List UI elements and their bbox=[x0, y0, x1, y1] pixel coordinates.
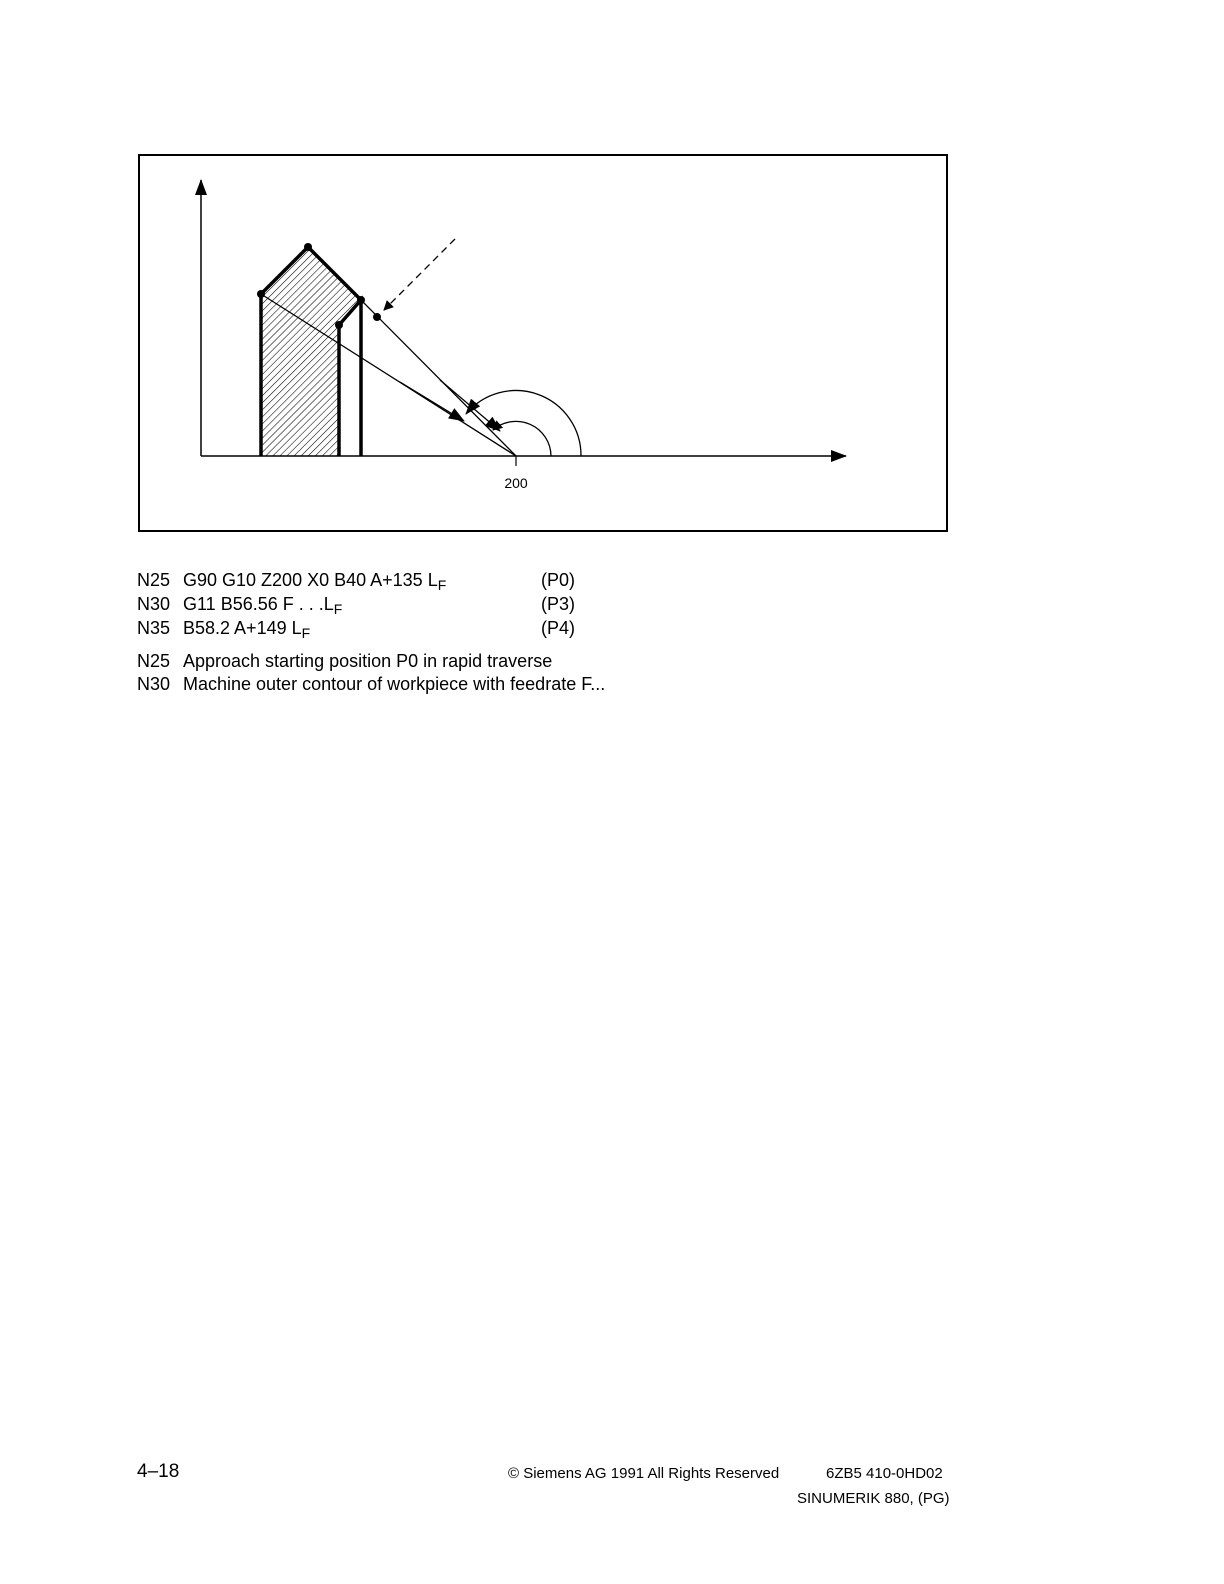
command-text: B58.2 A+149 bbox=[183, 618, 292, 638]
block-command bbox=[183, 616, 310, 645]
lf-char: L bbox=[291, 618, 302, 638]
command-text: G11 B56.56 F . . . bbox=[183, 594, 324, 614]
block-number: N30 bbox=[137, 594, 171, 614]
point-ref: (P4) bbox=[541, 618, 576, 638]
lf-char: L bbox=[427, 570, 438, 590]
lf-sub: F bbox=[333, 601, 343, 617]
lf-sub: F bbox=[301, 625, 311, 641]
block-number: N25 bbox=[137, 651, 171, 671]
x-tick-label: 200 bbox=[504, 475, 528, 491]
page-number: 4–18 bbox=[137, 1461, 180, 1482]
point-ref: (P0) bbox=[541, 570, 576, 590]
point-marker bbox=[357, 296, 365, 304]
angle-arc-inner bbox=[493, 421, 551, 456]
point-ref: (P3) bbox=[541, 594, 576, 614]
point-marker bbox=[335, 321, 343, 329]
lf-char: L bbox=[323, 594, 334, 614]
block-number: N30 bbox=[137, 674, 171, 694]
arrow-on-P3-ray bbox=[440, 380, 500, 431]
lf-sub: F bbox=[437, 577, 447, 593]
point-marker bbox=[373, 313, 381, 321]
command-text: G90 G10 Z200 X0 B40 A+135 bbox=[183, 570, 428, 590]
product-name: SINUMERIK 880, (PG) bbox=[797, 1490, 950, 1507]
block-descriptions bbox=[137, 650, 606, 696]
description-text: Approach starting position P0 in rapid traverse bbox=[183, 651, 553, 671]
description-text: Machine outer contour of workpiece with feedrate F... bbox=[183, 674, 606, 694]
arrow-on-P0-ray bbox=[400, 382, 464, 421]
block-number: N35 bbox=[137, 618, 171, 638]
description-line bbox=[137, 650, 553, 673]
lf-symbol bbox=[291, 618, 311, 641]
lf-symbol bbox=[323, 594, 343, 617]
point-marker bbox=[304, 243, 312, 251]
document-number: 6ZB5 410-0HD02 bbox=[826, 1465, 943, 1482]
ray-to-P3 bbox=[361, 300, 516, 456]
point-marker bbox=[257, 290, 265, 298]
dashed-approach-line bbox=[384, 239, 455, 310]
contour-diagram bbox=[0, 0, 1224, 600]
copyright-notice: © Siemens AG 1991 All Rights Reserved bbox=[508, 1465, 780, 1482]
description-line bbox=[137, 673, 606, 696]
block-number: N25 bbox=[137, 570, 171, 590]
lf-symbol bbox=[427, 570, 447, 593]
